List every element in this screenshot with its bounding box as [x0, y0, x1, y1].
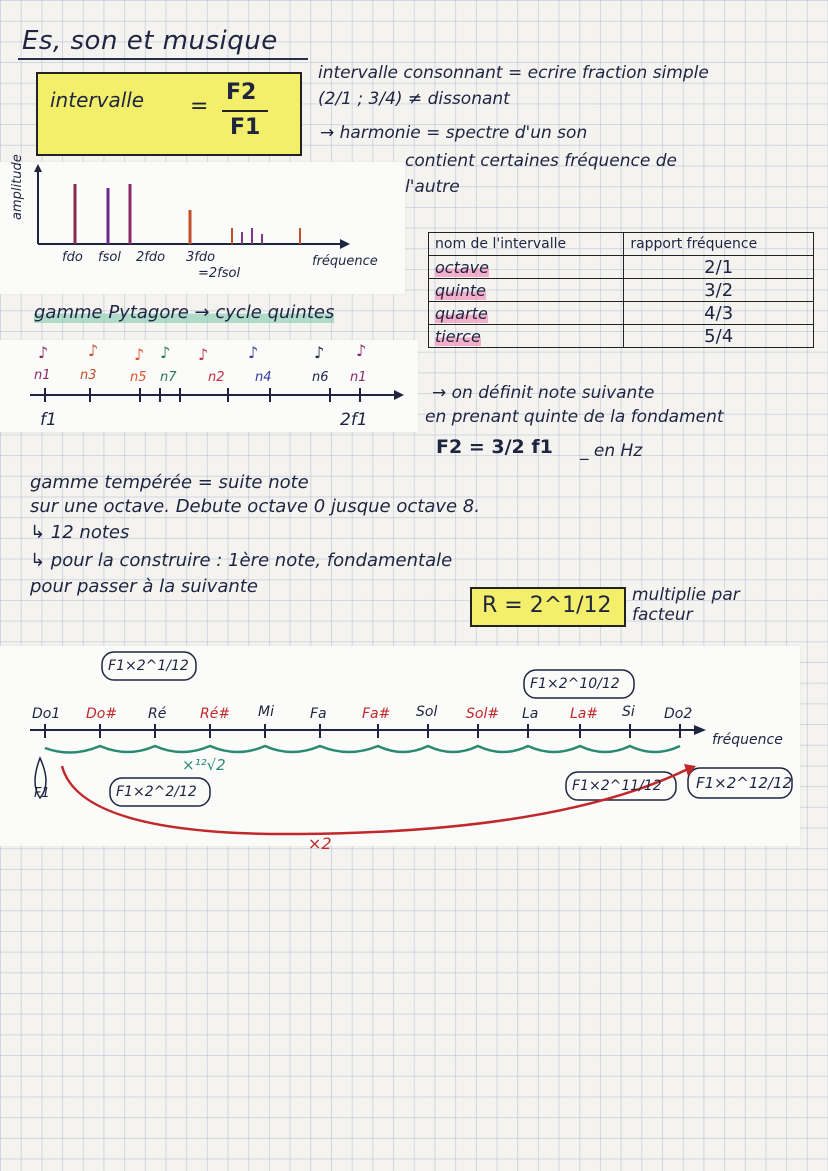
spectrum-tick-3: 2fdo — [136, 250, 166, 265]
fraction-bar — [222, 110, 268, 112]
table-cell-ratio: 2/1 — [624, 256, 814, 279]
temperee-line-3: ↳ 12 notes — [30, 522, 130, 543]
quinte-unit: _ en Hz — [580, 441, 643, 461]
scale-note: La# — [570, 706, 599, 722]
note-line-5: l'autre — [405, 177, 460, 197]
quinte-line-2: en prenant quinte de la fondament — [425, 407, 724, 427]
note-line-4: contient certaines fréquence de — [405, 151, 677, 171]
svg-text:♪: ♪ — [248, 343, 259, 362]
scale-axis-label: fréquence — [712, 732, 783, 748]
temperee-line-4: ↳ pour la construire : 1ère note, fondamentale — [30, 550, 453, 571]
factor-label: ×¹²√2 — [182, 756, 226, 774]
pyth-note-3: n5 — [130, 370, 147, 385]
formula-equals: = — [190, 94, 209, 119]
interval-name: quinte — [435, 280, 486, 300]
table-cell-name — [429, 256, 624, 279]
table-row — [429, 279, 814, 302]
table-row — [429, 256, 814, 279]
pyth-note-8: n1 — [350, 370, 367, 385]
scale-note: Do2 — [664, 706, 693, 722]
interval-name: quarte — [435, 303, 488, 323]
spectrum-ylabel: amplitude — [10, 154, 25, 220]
f1-label: F1 — [34, 786, 50, 801]
svg-text:♪: ♪ — [88, 341, 99, 360]
pyth-right-label: 2f1 — [340, 410, 368, 430]
table-row — [429, 302, 814, 325]
svg-text:♪: ♪ — [38, 343, 49, 362]
factor-formula: R = 2^1/12 — [482, 593, 612, 618]
pyth-note-5: n2 — [208, 370, 225, 385]
scale-note: Fa# — [362, 706, 391, 722]
scale-note: Sol — [416, 704, 438, 720]
table-cell-ratio: 3/2 — [624, 279, 814, 302]
note-line-1: intervalle consonnant = ecrire fraction simple — [318, 63, 709, 83]
formula-label: intervalle — [50, 88, 145, 112]
svg-text:♪: ♪ — [314, 343, 325, 362]
quinte-formula: F2 = 3/2 f1 — [436, 436, 553, 458]
pyth-note-2: n3 — [80, 368, 97, 383]
scale-diagram — [0, 646, 800, 846]
pyth-note-1: n1 — [34, 368, 51, 383]
svg-text:♪: ♪ — [356, 341, 367, 360]
scale-note: Mi — [258, 704, 274, 720]
page-title: Es, son et musique — [22, 26, 278, 56]
temperee-line-1: gamme tempérée = suite note — [30, 472, 309, 493]
scale-note: Do# — [86, 706, 118, 722]
temperee-line-2: sur une octave. Debute octave 0 jusque octave 8. — [30, 496, 480, 517]
scale-note: Sol# — [466, 706, 500, 722]
bubble-top-2: F1×2^10/12 — [530, 676, 620, 692]
factor-box — [470, 587, 626, 627]
scale-note: Fa — [310, 706, 327, 722]
table-cell-ratio: 4/3 — [624, 302, 814, 325]
table-header-ratio: rapport fréquence — [624, 233, 814, 256]
table-row — [429, 325, 814, 348]
table-cell-name — [429, 302, 624, 325]
temperee-side-2: facteur — [632, 605, 693, 625]
pyth-note-6: n4 — [255, 370, 272, 385]
note-line-3: → harmonie = spectre d'un son — [320, 123, 588, 143]
svg-text:♪: ♪ — [198, 345, 209, 364]
interval-name: octave — [435, 257, 489, 277]
interval-name: tierce — [435, 326, 481, 346]
spectrum-tick-4: 3fdo — [186, 250, 216, 265]
bubble-mid: F1×2^2/12 — [116, 784, 197, 800]
scale-note: Ré — [148, 706, 167, 722]
formula-box — [36, 72, 302, 156]
scale-note: La — [522, 706, 539, 722]
table-cell-name — [429, 279, 624, 302]
note-line-2: (2/1 ; 3/4) ≠ dissonant — [318, 89, 510, 109]
pythagore-heading — [34, 302, 334, 324]
formula-numerator: F2 — [226, 80, 257, 105]
table-cell-name — [429, 325, 624, 348]
bubble-top-1: F1×2^1/12 — [108, 658, 189, 674]
table-header-name: nom de l'intervalle — [429, 233, 624, 256]
svg-text:♪: ♪ — [160, 343, 171, 362]
table-header-row — [429, 233, 814, 256]
table-cell-ratio: 5/4 — [624, 325, 814, 348]
pyth-left-label: f1 — [40, 410, 57, 430]
quinte-line-1: → on définit note suivante — [432, 383, 655, 403]
svg-text:♪: ♪ — [134, 345, 145, 364]
scale-note: Do1 — [32, 706, 61, 722]
interval-table — [428, 232, 814, 348]
spectrum-xlabel: fréquence — [312, 254, 378, 269]
scale-note: Si — [622, 704, 635, 720]
spectrum-tick-sub: =2fsol — [198, 266, 241, 281]
spectrum-tick-2: fsol — [98, 250, 121, 265]
pyth-note-4: n7 — [160, 370, 177, 385]
x2-label: ×2 — [308, 834, 332, 853]
formula-denominator: F1 — [230, 115, 261, 140]
pyth-note-7: n6 — [312, 370, 329, 385]
title-underline — [18, 58, 308, 60]
scale-note: Ré# — [200, 706, 231, 722]
bubble-right-1: F1×2^11/12 — [572, 778, 662, 794]
spectrum-tick-1: fdo — [62, 250, 83, 265]
bubble-right-2: F1×2^12/12 — [696, 774, 793, 792]
pythagore-heading-text: gamme Pytagore → cycle quintes — [34, 302, 335, 323]
temperee-line-5: pour passer à la suivante — [30, 576, 258, 597]
temperee-side-1: multiplie par — [632, 585, 740, 605]
